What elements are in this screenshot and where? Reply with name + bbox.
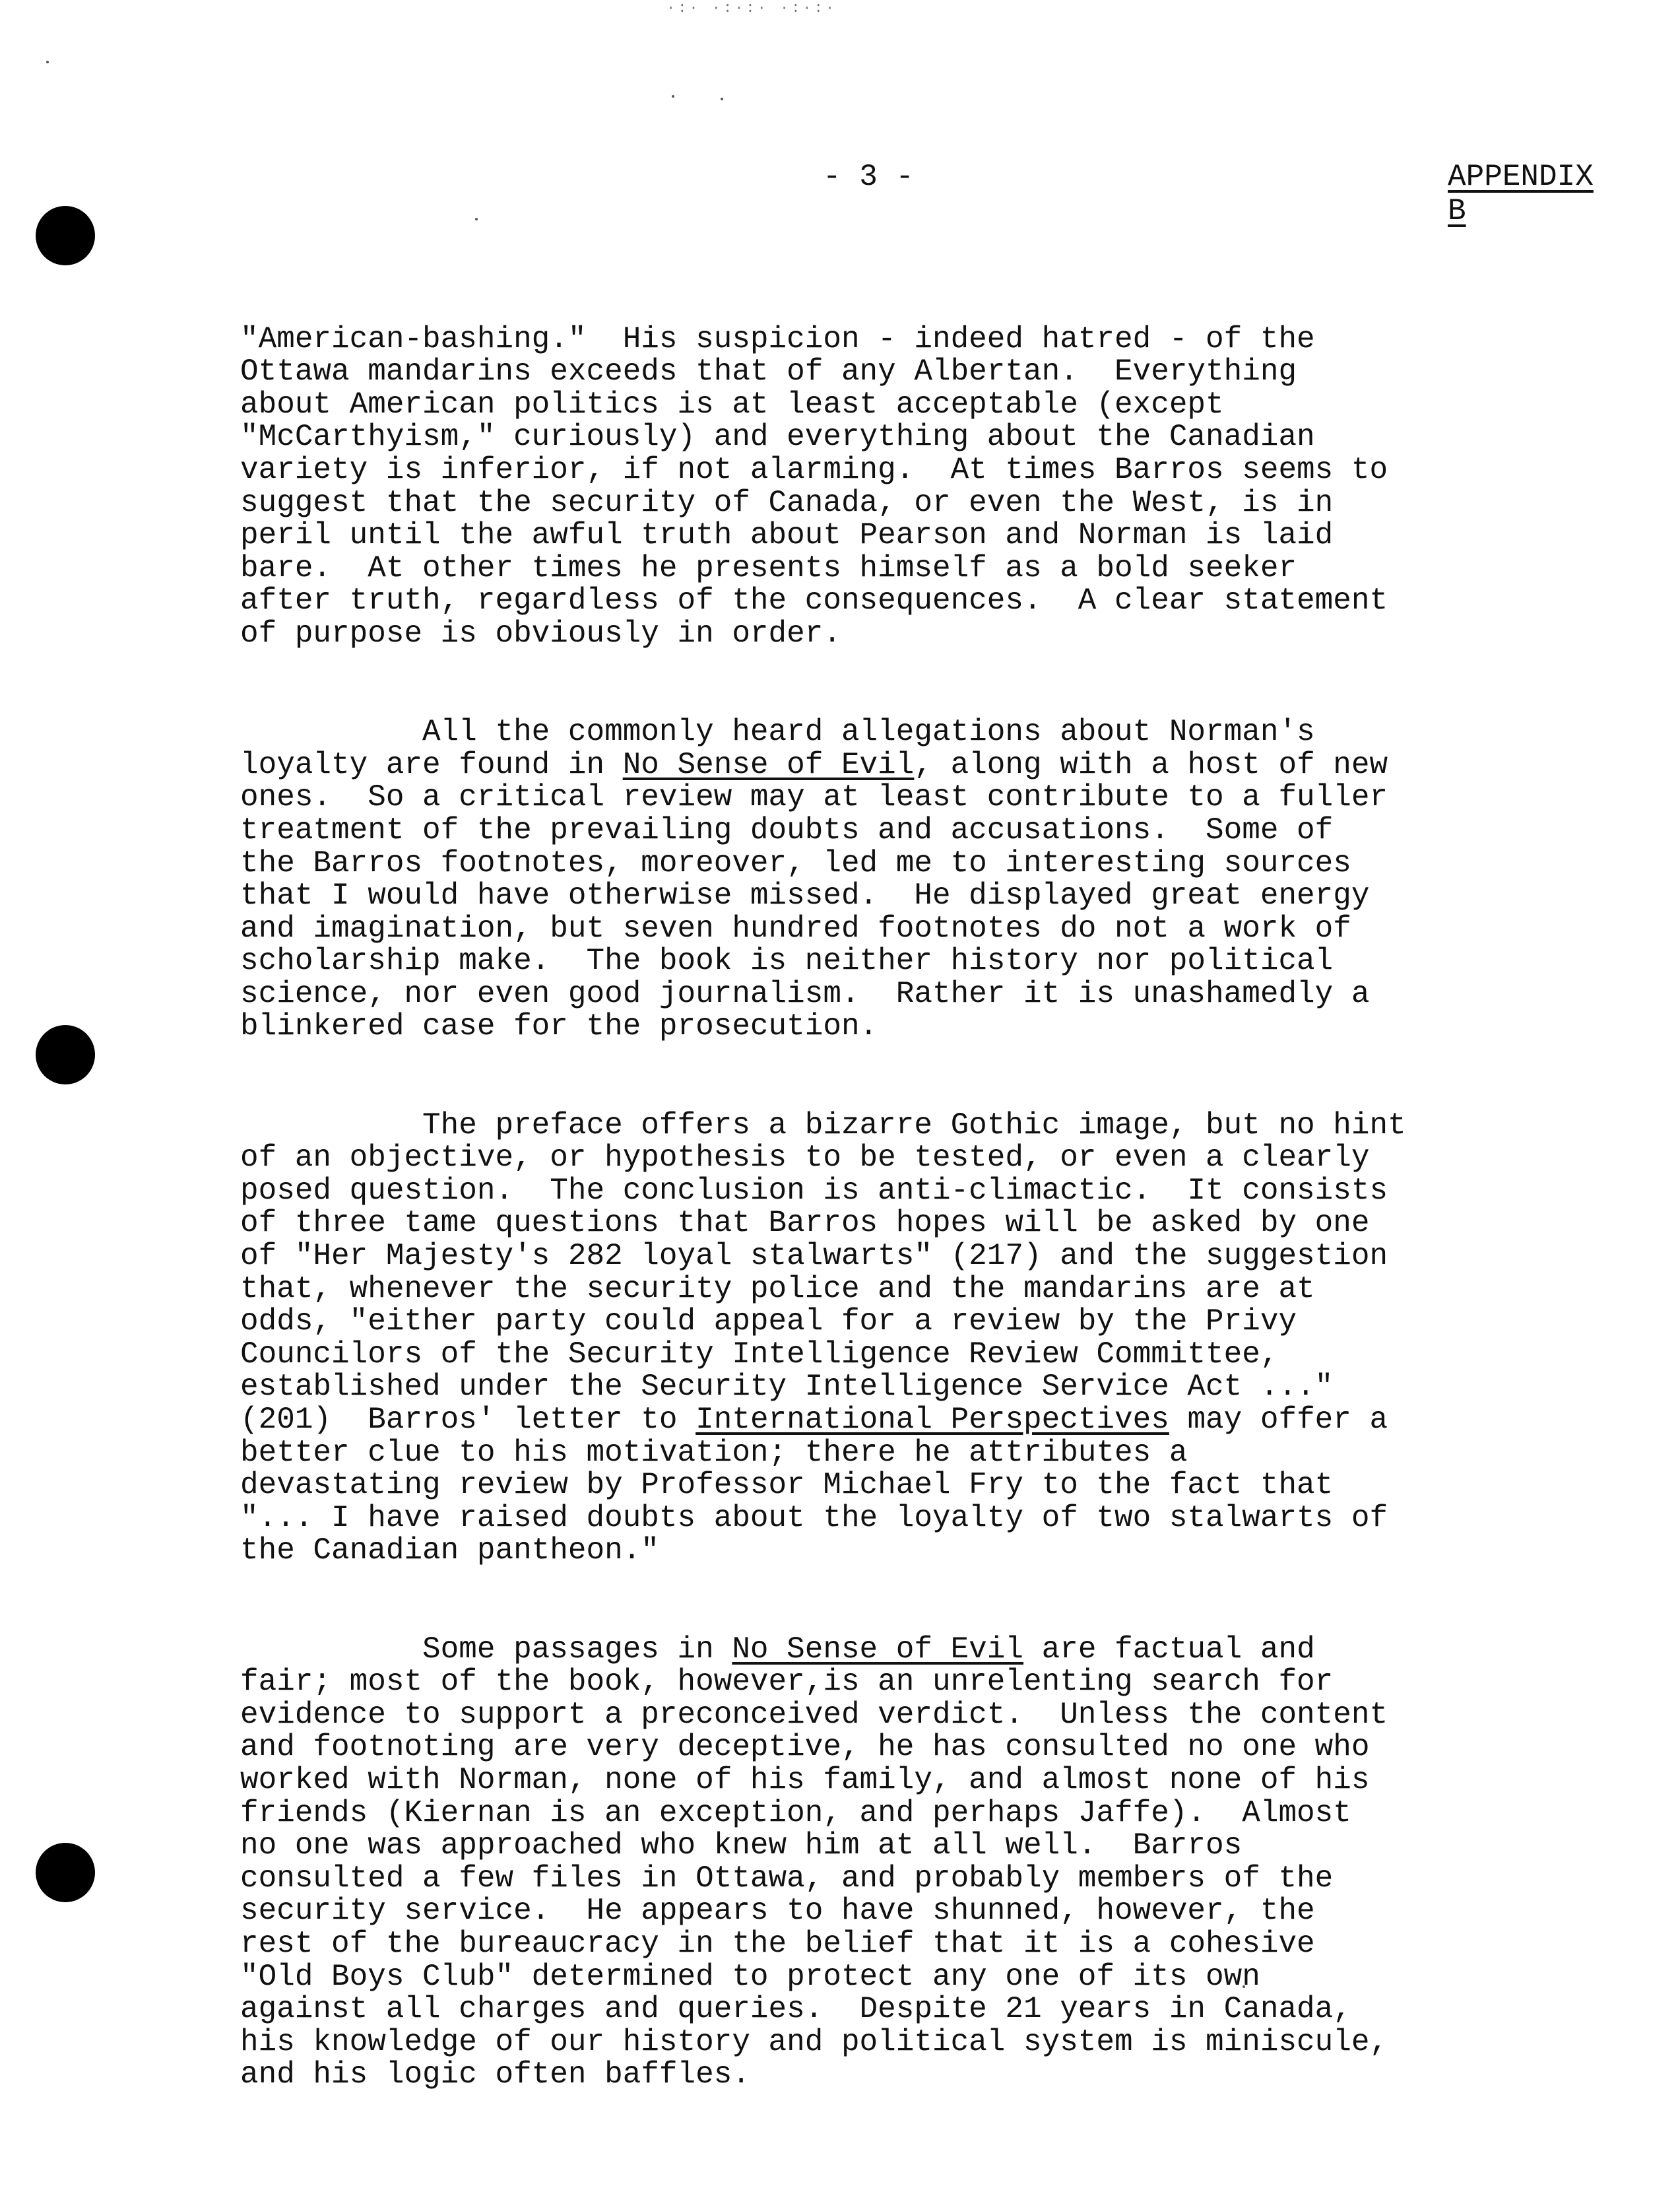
text-line: no one was approached who knew him at all well. Barros [240,1828,1243,1863]
text-line: "Old Boys Club" determined to protect any one of its own [240,1959,1260,1994]
text-line: variety is inferior, if not alarming. At times Barros seems to [240,452,1388,487]
text-line: blinkered case for the prosecution. [240,1009,878,1044]
text-line: Ottawa mandarins exceeds that of any Albertan. Everything [240,354,1297,389]
scan-speck [475,218,478,220]
text-line: and footnoting are very deceptive, he has consulted no one who [240,1730,1370,1765]
text-line: rest of the bureaucracy in the belief that it is a cohesive [240,1926,1315,1961]
text-line: that, whenever the security police and the mandarins are at [240,1271,1315,1306]
document-body [240,290,1507,2190]
text-line: fair; most of the book, however,is an unrelenting search for [240,1665,1334,1700]
text-line: peril until the awful truth about Pearson and Norman is laid [240,518,1334,553]
paragraph-2 [240,716,1507,1044]
punch-hole [36,1843,95,1902]
text-line: the Canadian pantheon." [240,1533,659,1568]
text-line: worked with Norman, none of his family, and almost none of his [240,1762,1370,1797]
scan-speck [672,95,674,98]
text-line: All the commonly heard allegations about Norman's [240,715,1315,750]
page-number: - 3 - [823,160,915,194]
text-line: of three tame questions that Barros hopes will be asked by one [240,1206,1370,1241]
text-line: "American-bashing." His suspicion - indeed hatred - of the [240,321,1315,356]
text-line: after truth, regardless of the consequences. A clear statement [240,583,1388,618]
text-line: bare. At other times he presents himself as a bold seeker [240,550,1297,585]
text-line: Some passages in [240,1632,732,1667]
text-line: devastating review by Professor Michael Fry to the fact that [240,1468,1334,1503]
text-line: of purpose is obviously in order. [240,616,841,651]
text-line: "McCarthyism," curiously) and everything about the Canadian [240,420,1315,455]
text-line: "... I have raised doubts about the loyalty of two stalwarts of [240,1500,1388,1535]
text-line: that I would have otherwise missed. He displayed great energy [240,879,1370,913]
text-line: of an objective, or hypothesis to be tested, or even a clearly [240,1141,1370,1176]
text-line: his knowledge of our history and political system is miniscule, [240,2024,1388,2059]
punch-hole [36,206,95,265]
text-line: about American politics is at least acceptable (except [240,387,1224,422]
scan-speck [721,98,723,100]
text-line: odds, "either party could appeal for a review by the Privy [240,1304,1297,1339]
text-line: against all charges and queries. Despite 21 years in Canada, [240,1992,1351,2027]
text-line: better clue to his motivation; there he attributes a [240,1435,1188,1470]
text-line: science, nor even good journalism. Rather it is unashamedly a [240,976,1370,1011]
text-line: security service. He appears to have shunned, however, the [240,1894,1315,1929]
scan-speck [46,61,49,63]
top-scan-noise: ·:· ·:·:· ·:·:· [666,0,837,17]
paragraph-1 [240,323,1507,651]
text-line: evidence to support a preconceived verdict. Unless the content [240,1697,1388,1732]
text-line: The preface offers a bizarre Gothic image, but no hint [240,1108,1406,1143]
text-line: suggest that the security of Canada, or even the West, is in [240,485,1334,520]
text-line: of "Her Majesty's 282 loyal stalwarts" (217) and the suggestion [240,1239,1388,1274]
punch-hole [36,1025,95,1084]
text-line: and imagination, but seven hundred footnotes do not a work of [240,911,1351,946]
text-line: established under the Security Intelligence Service Act ..." [240,1370,1334,1405]
text-line: are factual and [1023,1632,1315,1667]
text-line: and his logic often baffles. [240,2057,750,2092]
appendix-label: APPENDIX B [1448,160,1594,228]
text-line: treatment of the prevailing doubts and accusations. Some of [240,813,1334,847]
text-line: loyalty are found in [240,747,623,782]
book-title: No Sense of Evil [732,1632,1023,1667]
text-line: may offer a [1169,1403,1388,1437]
text-line: (201) Barros' letter to [240,1403,696,1437]
page-header [238,160,1594,228]
text-line: scholarship make. The book is neither history nor political [240,944,1334,979]
text-line: Councilors of the Security Intelligence Review Committee, [240,1337,1279,1372]
text-line: friends (Kiernan is an exception, and perhaps Jaffe). Almost [240,1795,1351,1830]
text-line: the Barros footnotes, moreover, led me to interesting sources [240,846,1351,880]
book-title: No Sense of Evil [622,747,915,782]
text-line: posed question. The conclusion is anti-climactic. It consists [240,1173,1388,1208]
paragraph-4 [240,1634,1507,2092]
text-line: ones. So a critical review may at least contribute to a fuller [240,780,1388,815]
paragraph-3 [240,1110,1507,1568]
text-line: consulted a few files in Ottawa, and probably members of the [240,1861,1334,1896]
journal-title: International Perspectives [695,1403,1169,1437]
text-line: , along with a host of new [914,747,1388,782]
